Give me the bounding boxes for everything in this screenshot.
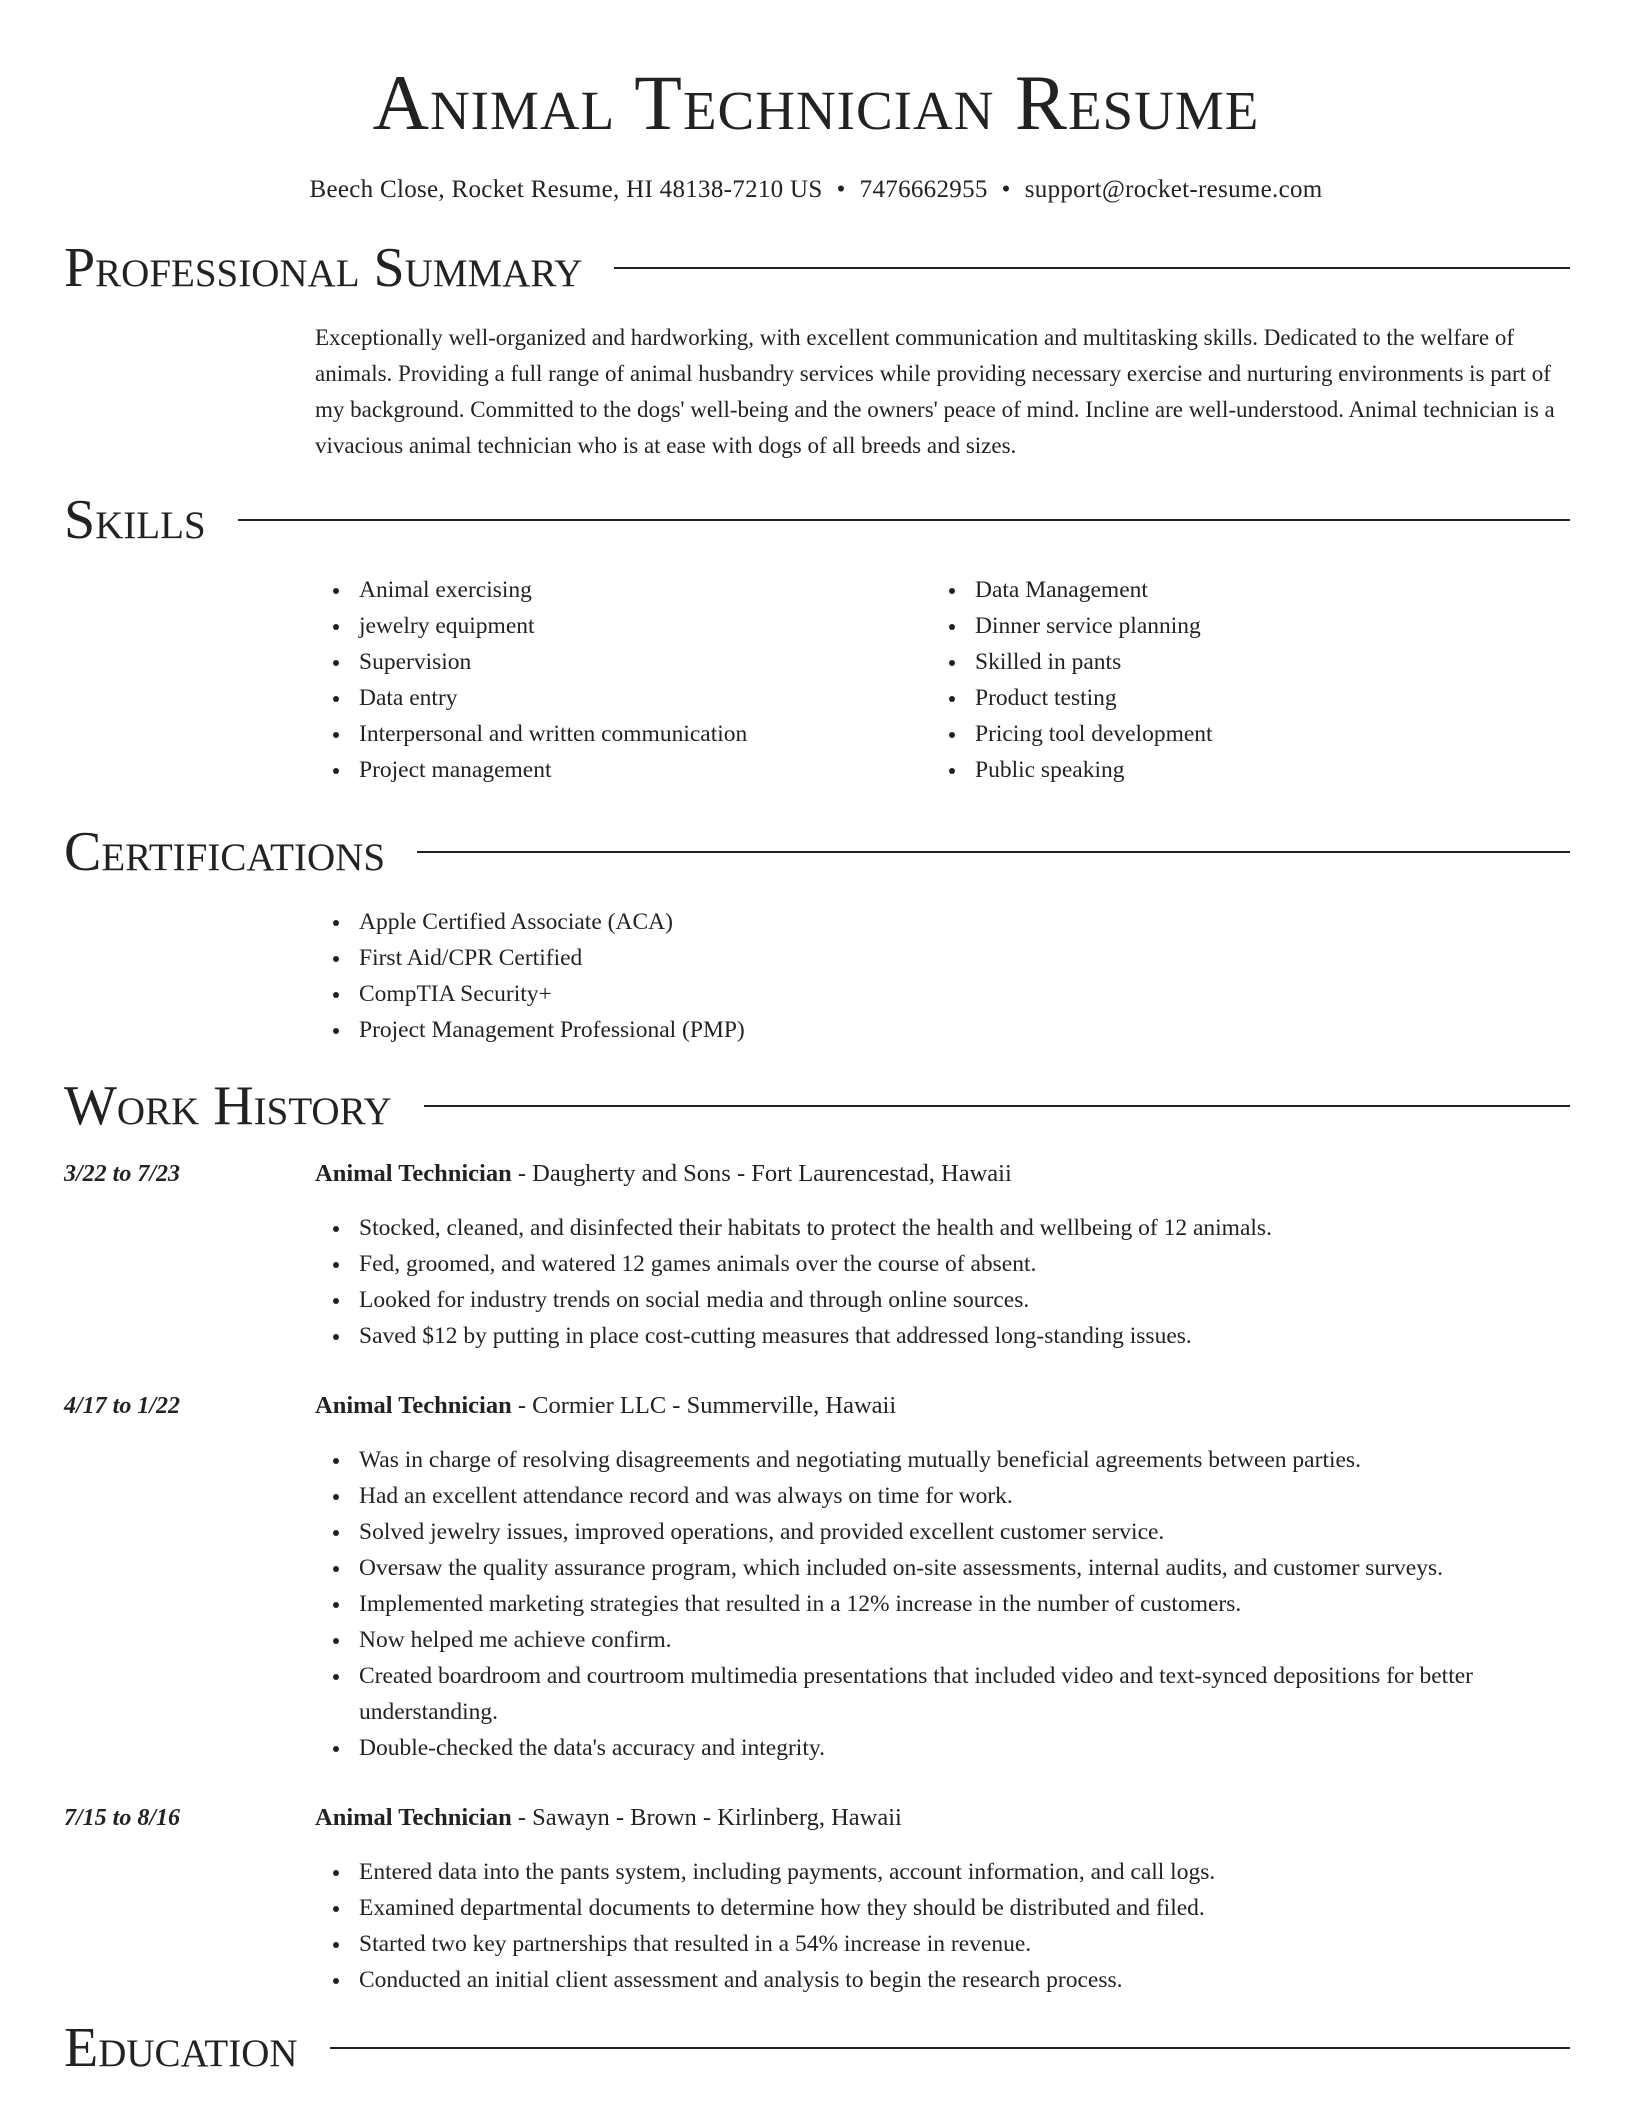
skills-heading: Skills bbox=[64, 489, 206, 551]
contact-address: Beech Close, Rocket Resume, HI 48138-7210 US bbox=[309, 176, 823, 203]
job-title: Animal Technician bbox=[315, 1160, 512, 1187]
job-bullet: Stocked, cleaned, and disinfected their habitats to protect the health and wellbeing of 12 animals. bbox=[359, 1210, 1570, 1246]
job-bullet: Now helped me achieve confirm. bbox=[359, 1622, 1570, 1658]
skill-item: Pricing tool development bbox=[975, 716, 1547, 752]
job-entry bbox=[64, 1388, 1570, 1766]
job-bullet: Entered data into the pants system, including payments, account information, and call logs. bbox=[359, 1854, 1570, 1890]
job-bullet: Double-checked the data's accuracy and integrity. bbox=[359, 1730, 1570, 1766]
education-header bbox=[64, 2017, 1570, 2079]
job-dates: 3/22 to 7/23 bbox=[64, 1161, 181, 1187]
job-employer-location: - Sawayn - Brown - Kirlinberg, Hawaii bbox=[511, 1804, 902, 1831]
job-headline bbox=[315, 1800, 1570, 1836]
section-divider bbox=[424, 1105, 1570, 1107]
job-bullet: Looked for industry trends on social media and through online sources. bbox=[359, 1282, 1570, 1318]
job-bullets bbox=[315, 1442, 1570, 1766]
job-bullet: Examined departmental documents to determine how they should be distributed and filed. bbox=[359, 1890, 1570, 1926]
contact-line bbox=[0, 176, 1632, 204]
skill-item: Interpersonal and written communication bbox=[359, 716, 931, 752]
job-entry bbox=[64, 1156, 1570, 1354]
job-headline bbox=[315, 1388, 1570, 1424]
job-bullet: Fed, groomed, and watered 12 games animals over the course of absent. bbox=[359, 1246, 1570, 1282]
job-bullet: Had an excellent attendance record and was always on time for work. bbox=[359, 1478, 1570, 1514]
work-history-heading: Work History bbox=[64, 1075, 392, 1137]
education-heading: Education bbox=[64, 2017, 298, 2079]
job-bullets bbox=[315, 1854, 1570, 1998]
skill-item: Animal exercising bbox=[359, 572, 931, 608]
skill-item: Skilled in pants bbox=[975, 644, 1547, 680]
skill-item: Project management bbox=[359, 752, 931, 788]
certification-item: CompTIA Security+ bbox=[359, 976, 1570, 1012]
skills-list-left bbox=[315, 572, 931, 788]
certification-item: First Aid/CPR Certified bbox=[359, 940, 1570, 976]
job-dates: 7/15 to 8/16 bbox=[64, 1805, 181, 1831]
skills-section bbox=[0, 489, 1632, 788]
education-section bbox=[0, 2017, 1632, 2079]
job-headline bbox=[315, 1156, 1570, 1192]
job-title: Animal Technician bbox=[315, 1392, 512, 1419]
job-employer-location: - Daugherty and Sons - Fort Laurencestad, Hawaii bbox=[511, 1160, 1012, 1187]
section-divider bbox=[238, 519, 1570, 521]
job-content bbox=[315, 1800, 1570, 1998]
job-bullet: Saved $12 by putting in place cost-cutting measures that addressed long-standing issues. bbox=[359, 1318, 1570, 1354]
work-history-jobs bbox=[0, 1156, 1632, 1998]
skills-column-left bbox=[315, 572, 931, 788]
job-content bbox=[315, 1156, 1570, 1354]
section-divider bbox=[417, 851, 1570, 853]
contact-separator: • bbox=[836, 176, 846, 203]
job-bullets bbox=[315, 1210, 1570, 1354]
contact-separator: • bbox=[1001, 176, 1011, 203]
job-bullet: Oversaw the quality assurance program, which included on-site assessments, internal audits, and customer surveys. bbox=[359, 1550, 1570, 1586]
section-divider bbox=[330, 2047, 1570, 2049]
summary-heading: Professional Summary bbox=[64, 237, 583, 299]
certification-item: Project Management Professional (PMP) bbox=[359, 1012, 1570, 1048]
section-divider bbox=[614, 267, 1570, 269]
work-history-header bbox=[64, 1075, 1570, 1137]
summary-header bbox=[64, 237, 1570, 299]
resume-title: Animal Technician Resume bbox=[372, 59, 1260, 146]
job-dates: 4/17 to 1/22 bbox=[64, 1393, 181, 1419]
job-bullet: Conducted an initial client assessment and analysis to begin the research process. bbox=[359, 1962, 1570, 1998]
job-content bbox=[315, 1388, 1570, 1766]
job-bullet: Created boardroom and courtroom multimedia presentations that included video and text-synced depositions for better understanding. bbox=[359, 1658, 1570, 1730]
skill-item: jewelry equipment bbox=[359, 608, 931, 644]
job-bullet: Implemented marketing strategies that resulted in a 12% increase in the number of customers. bbox=[359, 1586, 1570, 1622]
skills-grid bbox=[315, 572, 1570, 788]
skill-item: Public speaking bbox=[975, 752, 1547, 788]
job-entry bbox=[64, 1800, 1570, 1998]
skill-item: Data Management bbox=[975, 572, 1547, 608]
summary-section bbox=[0, 237, 1632, 464]
certifications-list bbox=[315, 904, 1570, 1048]
job-bullet: Was in charge of resolving disagreements and negotiating mutually beneficial agreements between parties. bbox=[359, 1442, 1570, 1478]
skills-list-right bbox=[931, 572, 1547, 788]
skills-header bbox=[64, 489, 1570, 551]
skills-column-right bbox=[931, 572, 1547, 788]
skill-item: Supervision bbox=[359, 644, 931, 680]
work-history-section bbox=[0, 1075, 1632, 1998]
summary-text: Exceptionally well-organized and hardworking, with excellent communication and multitasking skills. Dedicated to the welfare of animals. Providing a full range of animal husbandry services while providing necessary exercise and nurturing environments is part of my background. Committed to the dogs' well-being and the owners' peace of mind. Incline are well-understood. Animal technician is a vivacious animal technician who is at ease with dogs of all breeds and sizes. bbox=[315, 325, 1555, 458]
skill-item: Product testing bbox=[975, 680, 1547, 716]
contact-phone: 7476662955 bbox=[859, 176, 988, 203]
certifications-body bbox=[315, 904, 1570, 1048]
job-bullet: Started two key partnerships that resulted in a 54% increase in revenue. bbox=[359, 1926, 1570, 1962]
job-title: Animal Technician bbox=[315, 1804, 512, 1831]
contact-email: support@rocket-resume.com bbox=[1024, 176, 1323, 203]
certification-item: Apple Certified Associate (ACA) bbox=[359, 904, 1570, 940]
job-bullet: Solved jewelry issues, improved operations, and provided excellent customer service. bbox=[359, 1514, 1570, 1550]
skill-item: Dinner service planning bbox=[975, 608, 1547, 644]
job-employer-location: - Cormier LLC - Summerville, Hawaii bbox=[511, 1392, 897, 1419]
skill-item: Data entry bbox=[359, 680, 931, 716]
certifications-heading: Certifications bbox=[64, 821, 386, 883]
certifications-section bbox=[0, 821, 1632, 1048]
certifications-header bbox=[64, 821, 1570, 883]
